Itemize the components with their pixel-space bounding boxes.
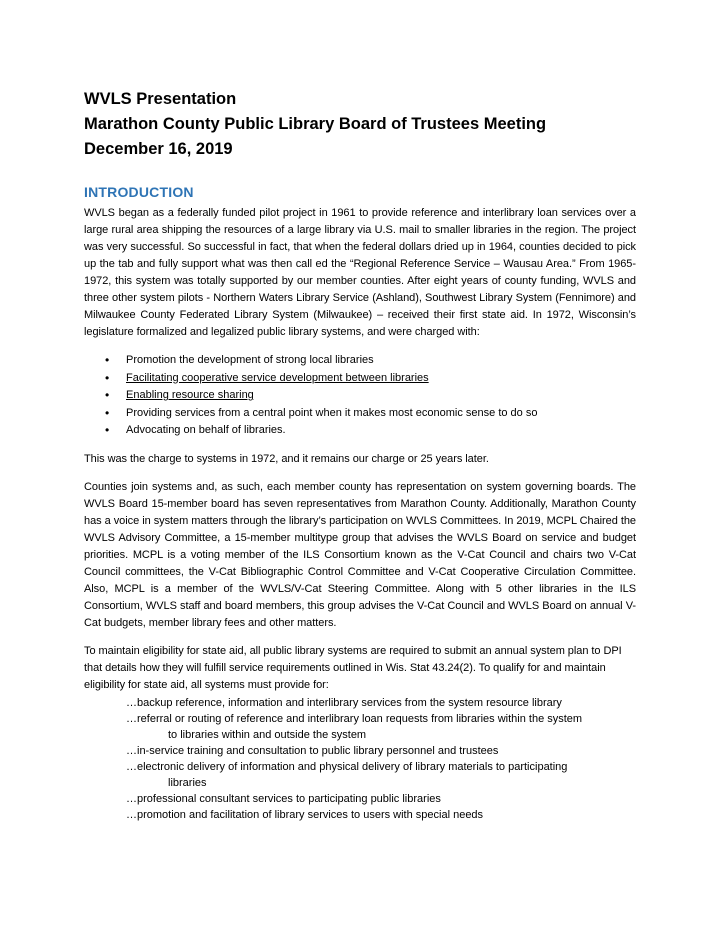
provision-continuation: libraries (168, 776, 207, 789)
title-line-2: Marathon County Public Library Board of Trustees Meeting (84, 115, 547, 133)
bullet-item-link[interactable] (84, 370, 636, 388)
provision-item (84, 695, 636, 711)
bullet-item-label[interactable]: Facilitating cooperative service development between libraries (126, 371, 429, 384)
section-heading-introduction: INTRODUCTION (84, 184, 194, 200)
provision-item (84, 759, 636, 791)
bullet-item: • Advocating on behalf of libraries. (84, 422, 636, 440)
bullet-item-link[interactable] (84, 387, 636, 405)
charge-bullet-list (84, 352, 636, 440)
provision-text: …backup reference, information and interlibrary services from the system resource library (126, 696, 562, 709)
bullet-item: • Providing services from a central point when it makes most economic sense to do so (84, 405, 636, 423)
provision-text: …referral or routing of reference and interlibrary loan requests from libraries within the system (126, 712, 583, 725)
provision-item (84, 711, 636, 743)
bullet-item-label[interactable]: Enabling resource sharing (126, 389, 254, 401)
paragraph-intro: WVLS began as a federally funded pilot project in 1961 to provide reference and interlibrary loan services over a large rural area shipping the resources of a large library via U.S. mail to smaller libraries in the region. The project was very successful. So successful in fact, that when the federal dollars dried up in 1964, counties decided to pick up the tab and fully support what was then call ed the “Regional Reference Service – Wausau Area.” From 1965-1972, this system was totally supported by our member counties. After eight years of county funding, WVLS and three other system pilots - Northern Waters Library Service (Ashland), Southwest Library System (Fennimore) and Milwaukee County Federated Library System (Milwaukee) – received their first state aid. In 1972, Wisconsin’s legislature formalized and legalized public library systems, and were charged with: (84, 207, 636, 338)
title-line-1: WVLS Presentation (84, 90, 237, 108)
title-line-3: December 16, 2019 (84, 140, 233, 158)
paragraph-charge: This was the charge to systems in 1972, and it remains our charge or 25 years later. (84, 452, 489, 465)
provision-text: …in-service training and consultation to public library personnel and trustees (126, 744, 499, 757)
provision-text: …professional consultant services to participating public libraries (126, 792, 441, 805)
document-title (84, 87, 644, 162)
document-body (84, 205, 636, 823)
provision-continuation: to libraries within and outside the system (168, 728, 367, 741)
provision-item (84, 807, 636, 823)
provision-text: …electronic delivery of information and physical delivery of library materials to participating (126, 760, 568, 773)
bullet-item: • Promotion the development of strong local libraries (84, 352, 636, 370)
provisions-list (84, 695, 636, 823)
provision-item (84, 791, 636, 807)
provision-text: …promotion and facilitation of library services to users with special needs (126, 808, 484, 821)
paragraph-eligibility: To maintain eligibility for state aid, all public library systems are required to submit an annual system plan to DPI that details how they will fulfill service requirements outlined in Wis. Stat 43.24(2). To qualify for and maintain eligibility for state aid, all systems must provide for: (84, 644, 622, 691)
paragraph-counties: Counties join systems and, as such, each member county has representation on system governing boards. The WVLS Board 15-member board has seven representatives from Marathon County. Additionally, Marathon County has a voice in system matters through the library’s participation on WVLS Committees. In 2019, MCPL Chaired the WVLS Advisory Committee, a 15-member multitype group that advises the WVLS Board on service and budget priorities. MCPL is a voting member of the ILS Consortium known as the V-Cat Council and chairs two V-Cat Council committees, the V-Cat Bibliographic Control Committee and V-Cat Cooperative Circulation Committee. Also, MCPL is a member of the WVLS/V-Cat Steering Committee. Along with 5 other libraries in the ILS Consortium, WVLS staff and board members, this group advises the V-Cat Council and WVLS Board on annual V-Cat budgets, member library fees and other matters. (84, 480, 636, 629)
provision-item (84, 743, 636, 759)
